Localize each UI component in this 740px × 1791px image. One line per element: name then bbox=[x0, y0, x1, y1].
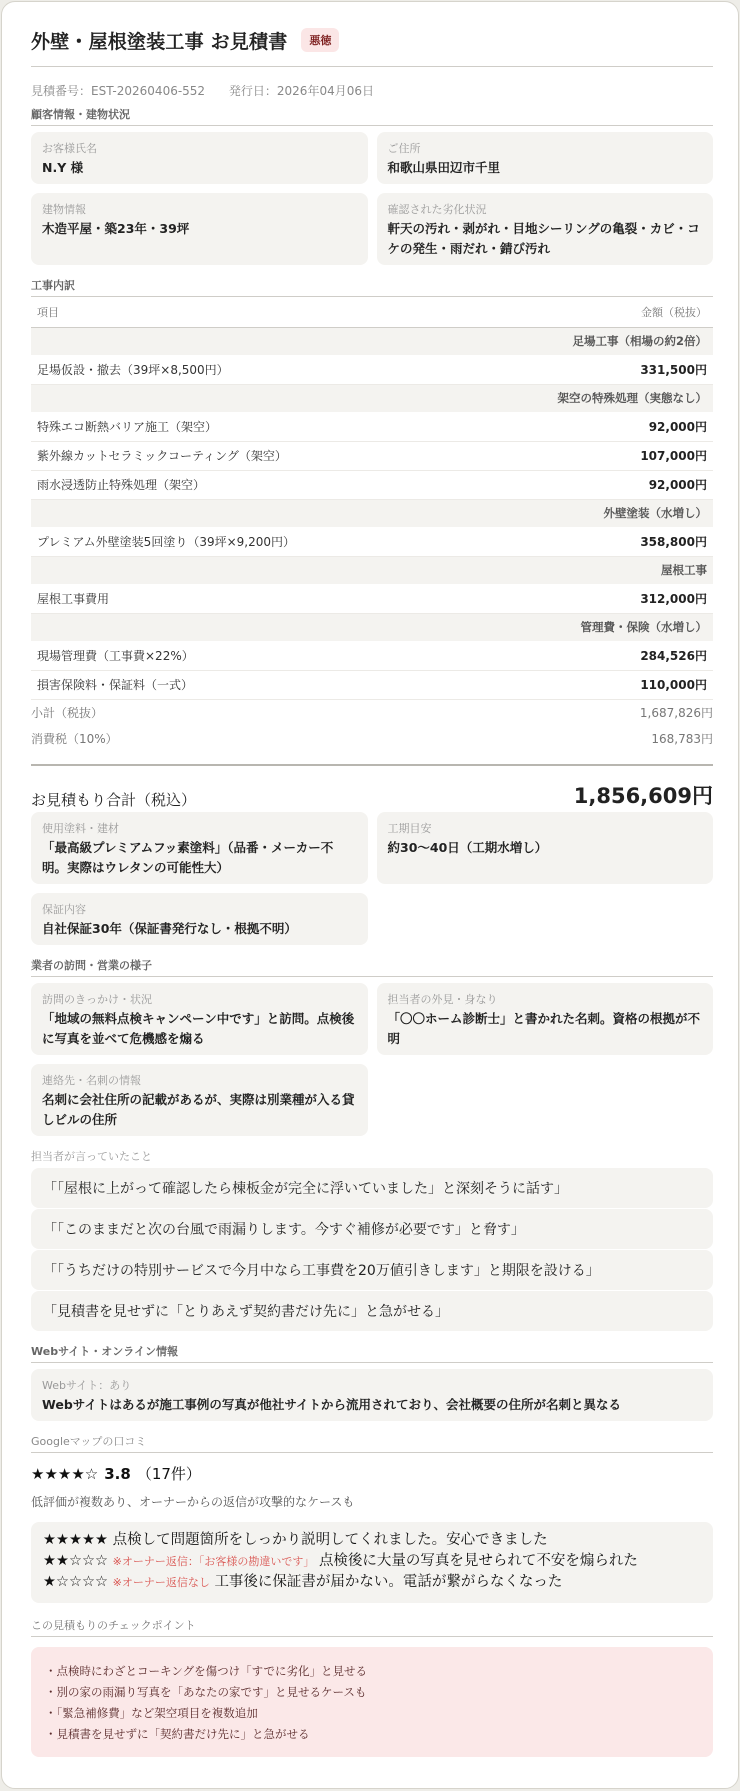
col-header-item: 項目 bbox=[31, 297, 559, 327]
section-label-sayings: 担当者が言っていたこと bbox=[31, 1149, 152, 1163]
card-website bbox=[31, 1369, 713, 1421]
customer-grid bbox=[31, 132, 713, 265]
group-name: 外壁塗装（水増し） bbox=[31, 499, 713, 527]
card-label: 担当者の外見・身なり bbox=[387, 992, 498, 1006]
item-name: 足場仮設・撤去（39坪×8,500円） bbox=[31, 355, 559, 384]
page-title: 外壁・屋根塗装工事 お見積書 bbox=[31, 30, 288, 53]
group-row bbox=[31, 556, 713, 584]
section-label-google: Googleマップの口コミ bbox=[31, 1433, 713, 1453]
section-label-visit: 業者の訪問・営業の様子 bbox=[31, 957, 713, 977]
card-label: ご住所 bbox=[387, 142, 421, 155]
card-label: 建物情報 bbox=[42, 203, 86, 216]
review-item bbox=[43, 1572, 701, 1593]
table-row bbox=[31, 412, 713, 441]
issue-date: 発行日：2026年04月06日 bbox=[228, 84, 374, 98]
card-duration bbox=[377, 812, 714, 884]
item-amount: 107,000円 bbox=[559, 441, 713, 470]
star-rating-icon: ★★★★★ bbox=[43, 1531, 108, 1548]
col-header-amount: 金額（税抜） bbox=[559, 297, 713, 327]
estimate-number: 見積番号：EST-20260406-552 bbox=[31, 84, 206, 98]
quote-item: 「「このままだと次の台風で雨漏りします。今すぐ補修が必要です」と脅す」 bbox=[31, 1209, 713, 1249]
item-amount: 110,000円 bbox=[559, 670, 713, 699]
status-badge: 悪徳 bbox=[301, 28, 339, 52]
card-value: 和歌山県田辺市千里 bbox=[387, 160, 501, 175]
quotes-list bbox=[31, 1168, 713, 1331]
section-label-breakdown: 工事内訳 bbox=[31, 277, 713, 297]
table-row bbox=[31, 641, 713, 670]
item-name: 現場管理費（工事費×22%） bbox=[31, 641, 559, 670]
card-materials bbox=[31, 812, 368, 884]
card-value: 軒天の汚れ・剥がれ・目地シーリングの亀裂・カビ・コケの発生・雨だれ・錆び汚れ bbox=[387, 221, 700, 256]
group-name: 架空の特殊処理（実態なし） bbox=[31, 384, 713, 412]
table-row bbox=[31, 470, 713, 499]
item-amount: 331,500円 bbox=[559, 355, 713, 384]
owner-reply: ※オーナー返信なし bbox=[112, 1575, 210, 1589]
checkpoint-item: ・「緊急補修費」など架空項目を複数追加 bbox=[45, 1705, 258, 1720]
divider bbox=[31, 764, 713, 766]
card-value: 「〇〇ホーム診断士」と書かれた名刺。資格の根拠が不明 bbox=[387, 1010, 701, 1046]
quote-item: 「「うちだけの特別サービスで今月中なら工事費を20万値引きします」と期限を設ける」 bbox=[31, 1250, 713, 1290]
group-row bbox=[31, 613, 713, 641]
subtotal-row bbox=[31, 700, 713, 726]
card-value: 「最高級プレミアムフッ素塗料」（品番・メーカー不明。実際はウレタンの可能性大） bbox=[42, 839, 334, 875]
owner-reply: ※オーナー返信：「お客様の勘違いです」 bbox=[112, 1554, 315, 1568]
checkpoint-item: ・点検時にわざとコーキングを傷つけ「すでに劣化」と見せる bbox=[45, 1663, 367, 1678]
section-label-checkpoints: この見積もりのチェックポイント bbox=[31, 1617, 713, 1637]
card-value: 約30〜40日（工期水増し） bbox=[387, 839, 548, 855]
item-name: プレミアム外壁塗装5回塗り（39坪×9,200円） bbox=[31, 527, 559, 556]
header bbox=[31, 20, 713, 60]
group-row bbox=[31, 327, 713, 355]
table-row bbox=[31, 527, 713, 556]
item-name: 特殊エコ断熱バリア施工（架空） bbox=[31, 412, 559, 441]
card-label: Webサイト：あり bbox=[42, 1378, 132, 1392]
item-name: 紫外線カットセラミックコーティング（架空） bbox=[31, 441, 559, 470]
quote-item: 「見積書を見せずに「とりあえず契約書だけ先に」と急がせる」 bbox=[31, 1291, 713, 1331]
card-label: 確認された劣化状況 bbox=[387, 203, 487, 216]
card-value: 自社保証30年（保証書発行なし・根拠不明） bbox=[42, 920, 297, 936]
item-name: 雨水浸透防止特殊処理（架空） bbox=[31, 470, 559, 499]
google-rating bbox=[31, 1461, 713, 1487]
checkpoint-item: ・見積書を見せずに「契約書だけ先に」と急がせる bbox=[45, 1726, 310, 1741]
subtotal-value: 1,687,826円 bbox=[639, 706, 713, 720]
group-row bbox=[31, 499, 713, 527]
table-row bbox=[31, 441, 713, 470]
card-visit-trigger bbox=[31, 983, 368, 1055]
review-text: 点検して問題箇所をしっかり説明してくれました。安心できました bbox=[112, 1531, 548, 1548]
card-label: 連絡先・名刺の情報 bbox=[42, 1073, 141, 1087]
card-address bbox=[377, 132, 714, 184]
card-label: 使用塗料・建材 bbox=[42, 821, 119, 835]
estimate-document bbox=[1, 1, 739, 1789]
estimate-meta bbox=[31, 82, 713, 100]
quote-item: 「「屋根に上がって確認したら棟板金が完全に浮いていました」と深刻そうに話す」 bbox=[31, 1168, 713, 1208]
card-customer-name bbox=[31, 132, 368, 184]
visit-grid bbox=[31, 983, 713, 1136]
card-value: 名刺に会社住所の記載があるが、実際は別業種が入る貸しビルの住所 bbox=[42, 1091, 355, 1127]
card-value: Webサイトはあるが施工事例の写真が他社サイトから流用されており、会社概要の住所が名刺と異なる bbox=[42, 1396, 622, 1412]
item-name: 損害保険料・保証料（一式） bbox=[31, 670, 559, 699]
tax-label: 消費税（10%） bbox=[31, 732, 118, 746]
card-value: 「地域の無料点検キャンペーン中です」と訪問。点検後に写真を並べて危機感を煽る bbox=[42, 1010, 355, 1046]
card-value: 木造平屋・築23年・39坪 bbox=[42, 221, 190, 236]
card-label: 訪問のきっかけ・状況 bbox=[42, 992, 152, 1006]
group-name: 屋根工事 bbox=[31, 556, 713, 584]
group-row bbox=[31, 384, 713, 412]
card-contact-info bbox=[31, 1064, 368, 1136]
table-row bbox=[31, 670, 713, 699]
checkpoints-box bbox=[31, 1647, 713, 1757]
card-appearance bbox=[377, 983, 714, 1055]
total-value: 1,856,609円 bbox=[573, 783, 713, 808]
star-rating-icon: ★★☆☆☆ bbox=[43, 1552, 108, 1569]
group-name: 足場工事（相場の約2倍） bbox=[31, 327, 713, 355]
item-amount: 358,800円 bbox=[559, 527, 713, 556]
card-deterioration bbox=[377, 193, 714, 265]
checkpoint-item: ・別の家の雨漏り写真を「あなたの家です」と見せるケースも bbox=[45, 1684, 367, 1699]
google-note: 低評価が複数あり、オーナーからの返信が攻撃的なケースも bbox=[31, 1494, 355, 1509]
total-label: お見積もり合計（税込） bbox=[31, 790, 197, 809]
total-row bbox=[31, 772, 713, 810]
item-amount: 312,000円 bbox=[559, 584, 713, 613]
subtotal-label: 小計（税抜） bbox=[31, 706, 104, 720]
reviews-list bbox=[31, 1522, 713, 1603]
group-name: 管理費・保険（水増し） bbox=[31, 613, 713, 641]
tax-value: 168,783円 bbox=[651, 732, 713, 746]
specs-grid bbox=[31, 812, 713, 945]
review-text: 点検後に大量の写真を見せられて不安を煽られた bbox=[318, 1552, 638, 1569]
item-name: 屋根工事費用 bbox=[31, 584, 559, 613]
breakdown-table bbox=[31, 297, 713, 700]
tax-row bbox=[31, 726, 713, 752]
star-rating-icon: ★☆☆☆☆ bbox=[43, 1573, 108, 1590]
divider bbox=[31, 66, 713, 67]
star-rating-icon: ★★★★☆ bbox=[31, 1464, 99, 1483]
card-warranty bbox=[31, 893, 368, 945]
item-amount: 92,000円 bbox=[559, 470, 713, 499]
review-item bbox=[43, 1551, 701, 1572]
card-label: 工期目安 bbox=[387, 821, 432, 835]
card-label: お客様氏名 bbox=[42, 142, 97, 155]
item-amount: 284,526円 bbox=[559, 641, 713, 670]
card-value: N.Y 様 bbox=[42, 160, 84, 175]
card-label: 保証内容 bbox=[42, 902, 86, 916]
table-row bbox=[31, 584, 713, 613]
table-row bbox=[31, 355, 713, 384]
section-label-customer: 顧客情報・建物状況 bbox=[31, 106, 713, 126]
card-building-info bbox=[31, 193, 368, 265]
rating-value: 3.8 bbox=[104, 1464, 131, 1483]
review-text: 工事後に保証書が届かない。電話が繋がらなくなった bbox=[214, 1573, 563, 1590]
review-count: （17件） bbox=[136, 1465, 201, 1483]
review-item bbox=[43, 1530, 701, 1551]
section-label-website: Webサイト・オンライン情報 bbox=[31, 1343, 713, 1363]
item-amount: 92,000円 bbox=[559, 412, 713, 441]
